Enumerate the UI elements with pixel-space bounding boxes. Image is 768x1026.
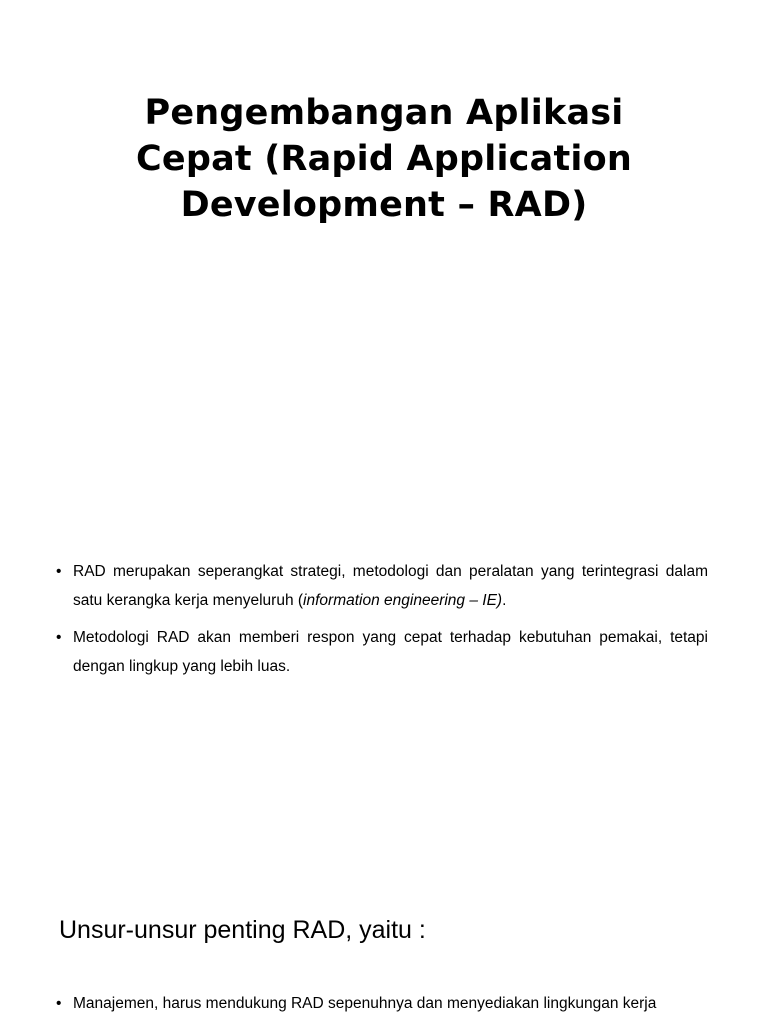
slide-title xyxy=(60,90,708,228)
rad-definition-list xyxy=(56,557,708,689)
rad-elements-list xyxy=(56,989,708,1026)
bullet-icon: • xyxy=(56,629,62,646)
list-item-text: Metodologi RAD akan memberi respon yang cepat terhadap kebutuhan pemakai, tetapi dengan lingkup yang lebih luas. xyxy=(73,629,708,675)
bullet-icon: • xyxy=(56,563,62,580)
slide-title-line-1: Pengembangan Aplikasi xyxy=(144,93,624,133)
list-item-text: RAD merupakan seperangkat strategi, metodologi dan peralatan yang terintegrasi dalam satu kerangka kerja menyeluruh ( xyxy=(73,563,708,609)
slide-title-line-2: Cepat (Rapid Application xyxy=(136,139,632,179)
section-heading: Unsur-unsur penting RAD, yaitu : xyxy=(59,916,426,944)
list-item xyxy=(56,623,708,681)
bullet-icon: • xyxy=(56,995,62,1012)
slide-title-line-3: Development – RAD) xyxy=(180,185,588,225)
list-item xyxy=(56,989,708,1018)
list-item-text: Manajemen, harus mendukung RAD sepenuhnya dan menyediakan lingkungan kerja xyxy=(73,995,657,1012)
list-item-trailing-text: . xyxy=(502,592,507,609)
list-item xyxy=(56,557,708,615)
list-item-italic-text: information engineering – IE) xyxy=(303,592,503,609)
